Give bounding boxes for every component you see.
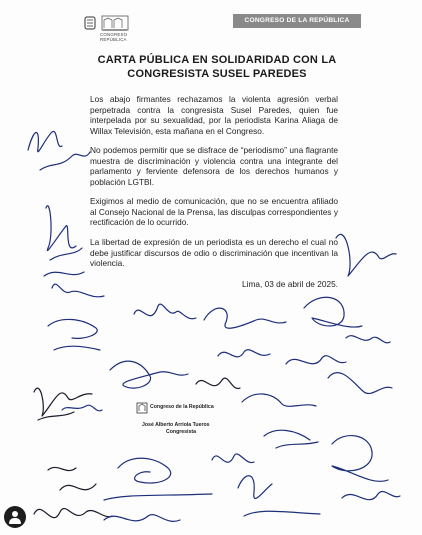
user-avatar-icon[interactable] — [4, 506, 26, 528]
signature-4 — [48, 319, 100, 350]
signature-10 — [110, 361, 188, 388]
signature-13 — [218, 350, 270, 357]
signature-19 — [336, 234, 396, 276]
avatar-body — [9, 518, 21, 524]
logo-caption — [100, 32, 127, 42]
signature-11 — [196, 378, 240, 388]
avatar-head — [12, 511, 18, 517]
paragraph-2: No podemos permitir que se disfrace de “periodismo” una flagrante muestra de discriminación y violencia contra una integrante del parlamento y ferviente defensora de los derechos humanos y población LGTBI. — [90, 145, 338, 187]
signature-9 — [134, 304, 196, 319]
signature-16 — [212, 454, 254, 463]
paragraph-1: Los abajo firmantes rechazamos la violenta agresión verbal perpetrada contra la congresista Susel Paredes, quien fue interpelada por su sexualidad, por la periodista Karina Aliaga de Willax Televisión, esta mañana en el Congreso. — [90, 94, 338, 136]
signature-18 — [244, 511, 320, 516]
letter-date: Lima, 03 de abril de 2025. — [242, 279, 338, 289]
signature-25 — [264, 430, 318, 448]
signature-23 — [328, 373, 392, 394]
signature-8 — [34, 509, 112, 518]
paragraph-3: Exigimos al medio de comunicación, que no se encuentra afiliado al Consejo Nacional de la Prensa, las disculpas correspondientes y rectificación de lo ocurrido. — [90, 196, 338, 227]
seal-name: José Alberto Arriola Tueros — [142, 422, 210, 428]
seal-emblem-icon — [136, 402, 148, 414]
seal-role: Congresista — [166, 429, 196, 435]
signature-12 — [204, 308, 286, 328]
signature-27 — [342, 491, 400, 499]
signature-17 — [238, 476, 272, 499]
signature-5 — [34, 388, 92, 420]
signature-3 — [44, 272, 104, 297]
signature-24 — [242, 394, 316, 406]
logo-caption-line2: REPÚBLICA — [100, 37, 127, 43]
logo-caption-line1: CONGRESO — [100, 32, 128, 37]
signature-14 — [104, 458, 212, 500]
letter-title-line2: CONGRESISTA SUSEL PAREDES — [127, 67, 307, 80]
signature-7 — [48, 467, 96, 490]
seal-institution: Congreso de la República — [150, 404, 214, 410]
signature-20 — [304, 297, 362, 327]
signature-6 — [62, 405, 102, 411]
letter-title-line1: CARTA PÚBLICA EN SOLIDARIDAD CON LA — [97, 54, 337, 66]
header-banner: CONGRESO DE LA REPÚBLICA — [233, 14, 361, 28]
paragraph-4: La libertad de expresión de un periodista es un derecho el cual no debe justificar discursos de odio o discriminación que incentivan la violencia. — [90, 237, 338, 268]
signature-22 — [286, 356, 346, 364]
signature-26 — [332, 436, 388, 482]
signature-2 — [46, 206, 82, 260]
signature-1 — [28, 132, 90, 170]
signature-15 — [104, 515, 180, 522]
signature-21 — [346, 336, 390, 343]
letter-title — [92, 54, 342, 81]
